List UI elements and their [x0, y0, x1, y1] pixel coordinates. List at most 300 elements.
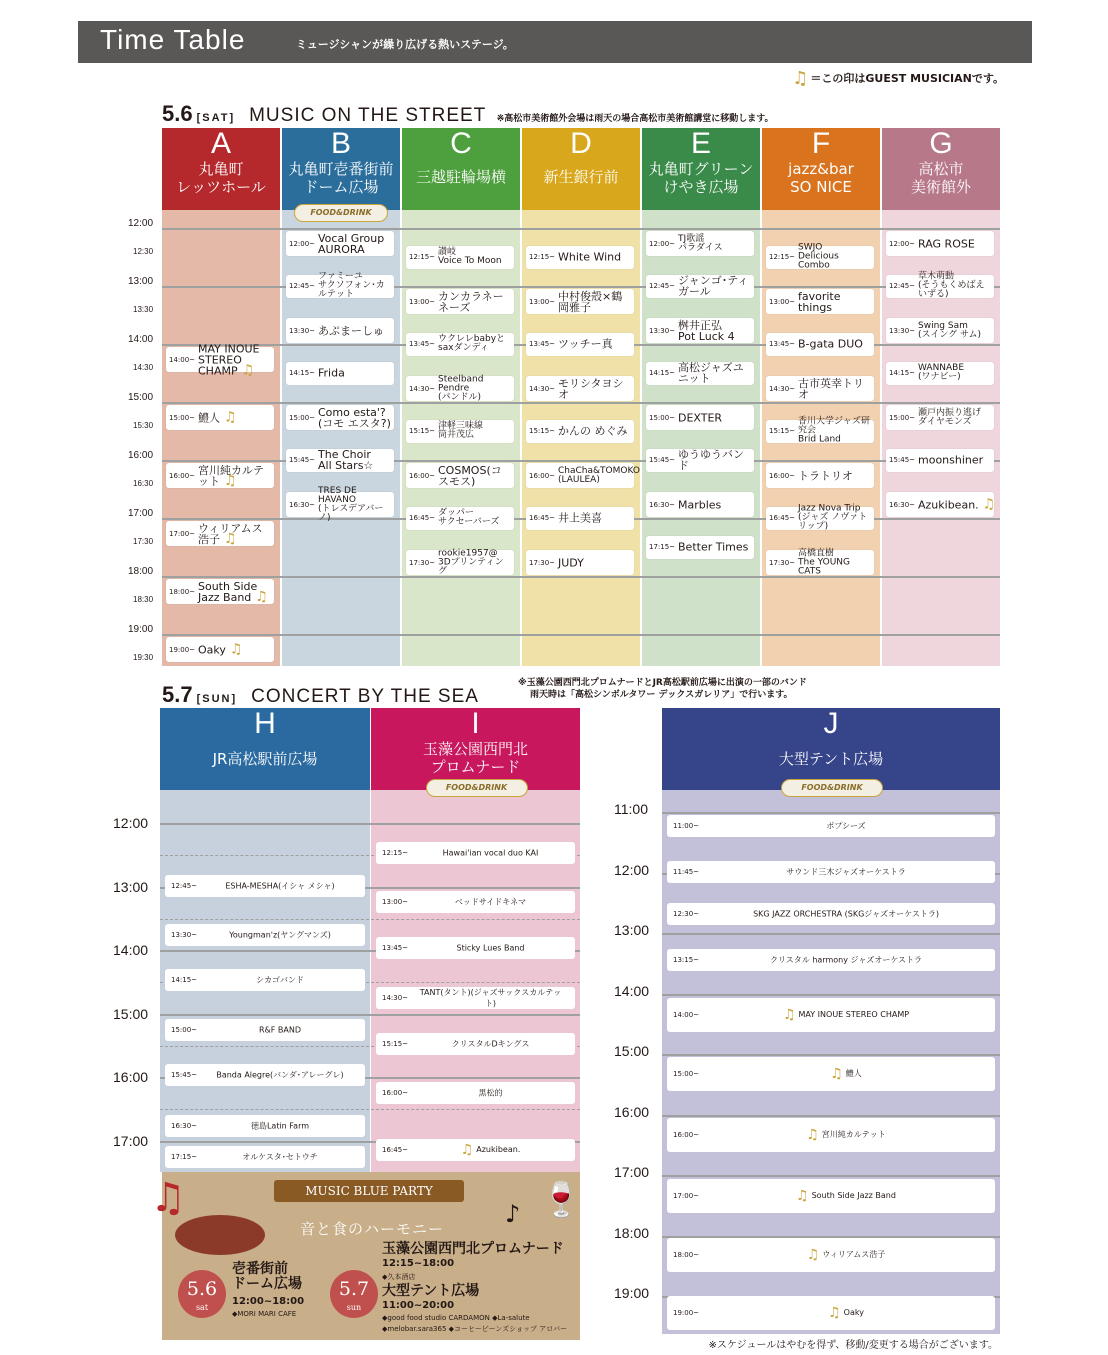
event-time: 13:45~ [529, 340, 556, 348]
music-note-icon: ♫ [792, 68, 809, 89]
event-time: 17:30~ [529, 558, 556, 567]
event-time: 12:45~ [171, 882, 198, 890]
day1-header [162, 101, 774, 127]
party-day2-time2: 11:00~20:00 [382, 1300, 455, 1311]
party-day2-time1: 12:15~18:00 [382, 1258, 455, 1269]
page-title: Time Table [100, 24, 246, 55]
time-label: 17:00 [113, 1132, 149, 1149]
event-card [165, 1146, 365, 1168]
event-name [707, 867, 985, 878]
event-time: 18:00~ [169, 587, 196, 596]
event-card [646, 318, 754, 343]
event-card [886, 492, 994, 517]
event-time: 13:00~ [409, 297, 436, 306]
event-name-text: ベッドサイドキネマ [454, 897, 527, 907]
guest-musician-icon: ♫ [224, 409, 237, 425]
event-card [166, 342, 274, 378]
event-time: 13:30~ [649, 326, 676, 335]
event-card [376, 891, 575, 913]
party-day2-shop1: ◆久本酒店 [382, 1273, 416, 1281]
event-time: 17:30~ [769, 558, 796, 567]
event-time: 13:45~ [382, 944, 409, 952]
event-card [646, 492, 754, 517]
day2-dow: [SUN] [196, 693, 238, 705]
event-time: 14:30~ [529, 384, 556, 393]
time-label: 15:30 [133, 421, 154, 430]
time-gridline [662, 812, 1000, 814]
event-name [707, 1188, 985, 1204]
time-gridline [662, 994, 1000, 996]
event-time: 15:00~ [169, 413, 196, 422]
event-card [646, 449, 754, 472]
food-drink-badge: FOOD&DRINK [294, 204, 388, 222]
day1-title: MUSIC ON THE STREET [249, 105, 487, 126]
event-name [205, 930, 355, 941]
time-label: 13:00 [113, 878, 149, 895]
day1-date: 5.6 [162, 101, 193, 126]
day2-note-2: 雨天時は「高松シンボルタワー デックスガレリア」で行います。 [530, 690, 793, 700]
half-hour-gridline [160, 919, 580, 920]
event-name-text: Oaky [843, 1308, 864, 1317]
event-name [707, 1247, 985, 1263]
venue-name: 丸亀町壱番街前 ドーム広場 [288, 160, 394, 196]
guest-musician-icon: ♫ [255, 588, 268, 605]
event-name: TJ歌謡 パラダイス [678, 233, 723, 253]
guest-musician-icon: ♫ [782, 1007, 796, 1023]
event-card [286, 485, 394, 523]
time-label: 15:00 [614, 1043, 650, 1059]
event-name [707, 821, 985, 832]
event-name: ジャンゴ･ティガール [678, 274, 749, 298]
event-time: 19:00~ [169, 645, 196, 654]
event-name: あぷまーしゅ [318, 324, 384, 337]
day2-title: CONCERT BY THE SEA [251, 686, 479, 707]
event-time: 14:00~ [169, 355, 196, 364]
event-name: 宮川純カルテット ♫ [198, 463, 264, 489]
venue-name: 大型テント広場 [778, 750, 884, 768]
event-card [667, 998, 995, 1032]
event-card [886, 318, 994, 343]
event-name: moonshiner [918, 453, 984, 467]
day1-note: ※高松市美術館外会場は雨天の場合高松市美術館講堂に移動します。 [496, 113, 774, 123]
venue-header-g [882, 128, 1000, 210]
event-time: 16:00~ [769, 471, 796, 480]
time-gridline [162, 228, 1000, 230]
event-card [886, 405, 994, 430]
time-gridline [162, 634, 1000, 636]
event-time: 14:00~ [673, 1011, 700, 1019]
day2-header [162, 682, 479, 708]
event-time: 12:45~ [889, 282, 916, 290]
party-day2-venue2: 大型テント広場 [382, 1283, 480, 1299]
event-card [165, 1115, 365, 1137]
event-name: ゆうゆうバンド [678, 448, 744, 472]
time-label: 13:00 [614, 922, 650, 938]
time-label: 13:30 [133, 305, 154, 314]
party-day1-badge [178, 1270, 226, 1318]
time-label: 16:30 [133, 479, 154, 488]
event-time: 14:15~ [889, 369, 916, 377]
event-name [205, 1026, 355, 1035]
event-card [166, 405, 274, 430]
event-time: 15:00~ [673, 1070, 700, 1078]
event-name: B-gata DUO [798, 337, 863, 351]
day2-note-1: ※玉藻公園西門北プロムナードとJR高松駅前広場に出演の一部のバンド [518, 678, 807, 688]
time-label: 19:00 [614, 1285, 650, 1301]
event-name: Azukibean. ♫ [918, 496, 996, 512]
event-name-text: Youngman'z(ヤングマンズ) [229, 930, 331, 940]
guest-musician-icon: ♫ [830, 1066, 843, 1082]
event-name: South Side Jazz Band ♫ [198, 579, 268, 605]
event-name: 草木萌動 (そうもくめばえいずる) [918, 271, 985, 300]
event-card [166, 637, 274, 662]
event-card [886, 271, 994, 300]
event-time: 15:15~ [409, 427, 436, 435]
event-name: 讃岐 Voice To Moon [438, 247, 502, 266]
event-card [165, 1019, 365, 1041]
event-name: The Choir All Stars☆ [318, 448, 374, 472]
event-card [406, 420, 514, 443]
event-card [286, 362, 394, 385]
event-name: DEXTER [678, 411, 723, 424]
venue-letter: C [450, 127, 472, 160]
event-time: 16:00~ [409, 471, 436, 480]
guest-musician-icon: ♫ [796, 1188, 809, 1204]
time-gridline [662, 1115, 1000, 1117]
event-name: JUDY [558, 556, 584, 569]
event-card [406, 246, 514, 269]
event-time: 17:15~ [171, 1153, 198, 1161]
time-label: 12:00 [113, 815, 149, 831]
event-name [205, 975, 355, 986]
event-card [667, 903, 995, 925]
event-time: 16:00~ [169, 471, 196, 480]
guest-note-text: ＝この印はGUEST MUSICIANです。 [810, 72, 1004, 85]
venue-letter: G [929, 127, 953, 160]
event-name-text: Hawai'ian vocal duo KAI [442, 848, 539, 858]
day1-dow: [SAT] [196, 112, 236, 124]
event-time: 13:00~ [529, 297, 556, 306]
event-name: ウクレレbabyと saxダンディ [438, 334, 506, 353]
event-card [166, 463, 274, 488]
event-time: 14:15~ [289, 369, 316, 377]
event-card [667, 1057, 995, 1091]
time-label: 17:30 [133, 537, 154, 546]
event-name: Jazz Nova Trip (ジャズ ノヴァトリップ) [798, 503, 868, 532]
guest-musician-icon: ♫ [460, 1142, 474, 1158]
event-card [165, 1064, 365, 1086]
event-time: 18:00~ [673, 1251, 700, 1259]
venue-name: 三越駐輪場横 [415, 168, 506, 186]
event-name: 高松ジャズユニット [678, 361, 744, 385]
event-name: 井上美喜 [558, 511, 602, 525]
event-card [166, 521, 274, 546]
time-label: 15:00 [128, 392, 154, 403]
event-name: Frida [318, 366, 345, 380]
event-time: 15:45~ [171, 1071, 198, 1079]
event-time: 16:00~ [382, 1089, 409, 1097]
event-name [707, 1066, 985, 1082]
event-time: 14:15~ [649, 369, 676, 377]
time-label: 17:00 [128, 508, 154, 519]
event-name-text: 鱧人 [845, 1069, 862, 1078]
event-time: 13:30~ [171, 931, 198, 939]
event-name-text: クリスタルDキングス [451, 1039, 530, 1049]
event-name: ダッパー サクセーバーズ [438, 508, 500, 527]
time-gridline [662, 933, 1000, 935]
party-day2-shop2a: ◆good food studio CARDAMON ◆La-salute [382, 1314, 530, 1322]
event-card [406, 507, 514, 530]
party-day1-shop: ◆MORI MARI CAFE [232, 1310, 297, 1318]
event-name-text: クリスタル harmony ジャズオーケストラ [769, 955, 923, 965]
venue-header-j [662, 708, 1000, 790]
time-gridline [160, 1014, 580, 1016]
event-card [766, 416, 874, 445]
event-name [416, 944, 565, 953]
music-note-icon: ♪ [505, 1200, 521, 1228]
event-card [886, 362, 994, 385]
event-name [416, 1039, 565, 1050]
event-time: 19:00~ [673, 1309, 700, 1317]
party-day2-date: 5.7 [338, 1278, 370, 1300]
event-name-text: 徳島Latin Farm [250, 1121, 310, 1131]
event-card [376, 987, 575, 1009]
event-name: ファミーユ サクソフォン･カルテット [318, 271, 385, 300]
event-time: 16:30~ [649, 500, 676, 509]
time-label: 18:00 [614, 1224, 650, 1241]
event-time: 15:00~ [889, 413, 916, 422]
time-label: 14:00 [128, 334, 154, 345]
event-card [165, 969, 365, 991]
time-gridline [162, 402, 1000, 404]
event-card [406, 550, 514, 575]
event-time: 13:45~ [409, 340, 436, 348]
venue-header-e [642, 128, 760, 210]
event-time: 12:15~ [382, 849, 409, 857]
event-card [766, 503, 874, 532]
event-card [667, 815, 995, 837]
party-tagline: 音と食のハーモニー [300, 1220, 445, 1238]
time-label: 11:00 [614, 801, 648, 817]
event-name: MAY INOUE STEREO CHAMP ♫ [198, 342, 260, 378]
venue-header-d [522, 128, 640, 210]
venue-header-i [371, 708, 580, 790]
party-day2-badge [330, 1270, 378, 1318]
venue-name: JR高松駅前広場 [212, 750, 318, 768]
guest-musician-icon: ♫ [229, 641, 243, 657]
event-card [526, 289, 634, 314]
venue-letter: I [471, 707, 480, 740]
event-card [526, 507, 634, 530]
food-drink-badge: FOOD&DRINK [426, 779, 528, 797]
event-name: 中村俊殻×鶴岡雅子 [558, 289, 623, 314]
venue-letter: A [210, 127, 231, 160]
party-title: MUSIC BLUE PARTY [274, 1180, 464, 1202]
event-card [667, 1238, 995, 1272]
event-time: 16:30~ [171, 1122, 198, 1130]
event-card [526, 420, 634, 443]
event-time: 13:30~ [889, 326, 916, 335]
venue-name: 丸亀町 レッツホール [176, 160, 266, 196]
event-card [286, 318, 394, 343]
event-card [286, 449, 394, 472]
event-time: 12:15~ [409, 253, 436, 261]
page-subtitle: ミュージシャンが繰り広げる熱いステージ。 [296, 38, 514, 51]
event-time: 17:00~ [169, 529, 196, 538]
event-name: 瀬戸内振り逃げ ダイヤモンズ [918, 407, 982, 427]
event-card [406, 376, 514, 401]
event-time: 16:45~ [382, 1146, 409, 1154]
event-name: RAG ROSE [918, 237, 975, 250]
event-card [766, 289, 874, 314]
venue-name: jazz&bar SO NICE [788, 160, 854, 196]
event-time: 16:00~ [673, 1131, 700, 1139]
event-time: 16:45~ [769, 514, 796, 522]
event-time: 16:30~ [889, 500, 916, 509]
venue-letter: H [254, 707, 276, 740]
event-card [376, 937, 575, 959]
event-time: 15:15~ [769, 427, 796, 435]
event-name: Better Times [678, 540, 749, 554]
party-day2-dow: sun [346, 1303, 362, 1312]
event-time: 13:00~ [769, 297, 796, 306]
event-card [646, 362, 754, 385]
event-card [526, 463, 640, 488]
event-time: 15:00~ [649, 413, 676, 422]
event-card [667, 1118, 995, 1152]
time-label: 16:00 [113, 1069, 149, 1085]
food-drink-badge: FOOD&DRINK [781, 779, 883, 797]
event-name-text: Sticky Lues Band [456, 943, 525, 953]
venue-header-h [160, 708, 370, 790]
event-time: 15:15~ [382, 1040, 409, 1048]
event-time: 13:30~ [289, 326, 316, 335]
event-name [416, 1088, 565, 1099]
event-time: 12:15~ [769, 253, 796, 261]
venue-header-c [402, 128, 520, 210]
event-card [286, 405, 394, 430]
event-name: カンカラネーネーズ [438, 289, 504, 314]
event-name: 香川大学ジャズ研究会 Brid Land [798, 416, 870, 445]
time-gridline [160, 823, 580, 825]
event-time: 15:00~ [289, 413, 316, 422]
time-label: 18:30 [133, 595, 154, 604]
event-name [707, 909, 985, 920]
time-gridline [662, 1175, 1000, 1177]
event-time: 15:45~ [889, 456, 916, 464]
event-card [526, 246, 634, 269]
event-name [205, 1070, 355, 1081]
event-name: Como esta'? (コモ エスタ?) [318, 405, 391, 430]
event-time: 12:45~ [289, 282, 316, 290]
event-name: Marbles [678, 498, 722, 511]
event-name: ツッチー真 [558, 337, 613, 351]
event-card [766, 550, 874, 575]
venue-letter: F [811, 127, 831, 160]
event-name-text: Azukibean. [476, 1145, 521, 1154]
event-card [646, 275, 754, 298]
event-time: 12:15~ [529, 253, 556, 261]
event-name: White Wind [558, 250, 622, 264]
time-label: 12:00 [614, 861, 650, 878]
event-name-text: SKG JAZZ ORCHESTRA (SKGジャズオーケストラ) [753, 909, 939, 919]
event-name-text: TANT(タント)(ジャズサックスカルテット) [419, 988, 562, 1008]
event-time: 13:00~ [382, 898, 409, 906]
event-name-text: ウィリアムス浩子 [822, 1250, 886, 1259]
event-name [707, 1305, 985, 1321]
time-label: 19:30 [133, 653, 154, 662]
event-name: Steelband Pendre (パンドル) [438, 374, 484, 402]
event-card [526, 333, 634, 356]
venue-name: 丸亀町グリーン けやき広場 [648, 160, 754, 196]
event-card [646, 405, 754, 430]
event-card [166, 579, 274, 604]
guest-note [0, 68, 1004, 89]
venue-name: 新生銀行前 [543, 168, 619, 186]
event-name: トラトリオ [798, 469, 853, 482]
event-time: 12:00~ [649, 239, 676, 248]
event-name: WANNABE (ワナビー) [918, 363, 965, 382]
time-label: 16:00 [128, 450, 154, 461]
event-time: 17:00~ [673, 1192, 700, 1200]
time-label: 17:00 [614, 1164, 650, 1180]
event-time: 15:45~ [289, 456, 316, 464]
event-time: 16:45~ [529, 514, 556, 522]
time-label: 19:00 [128, 624, 154, 635]
event-card [886, 231, 994, 256]
event-name: 津軽三味線 筒井茂広 [438, 421, 484, 440]
event-card [766, 463, 874, 488]
party-day1-time: 12:00~18:00 [232, 1296, 305, 1307]
event-name: 古市英幸トリオ [798, 376, 864, 401]
time-label: 12:00 [128, 218, 154, 229]
event-time: 17:30~ [409, 558, 436, 567]
event-name-text: South Side Jazz Band [811, 1191, 896, 1200]
event-name-text: サウンド三木ジャズオーケストラ [786, 867, 906, 877]
event-card [165, 924, 365, 946]
event-card [406, 289, 514, 314]
event-card [376, 1139, 575, 1161]
event-time: 15:15~ [529, 427, 556, 435]
event-card [376, 1033, 575, 1055]
time-label: 13:00 [128, 276, 154, 287]
event-name-text: 黒松的 [478, 1088, 503, 1098]
event-time: 12:30~ [673, 910, 700, 918]
time-label: 14:00 [113, 942, 149, 958]
event-name [707, 1007, 985, 1023]
event-card [646, 536, 754, 559]
guest-musician-icon: ♫ [224, 530, 237, 547]
event-name [205, 1121, 355, 1132]
event-card [886, 449, 994, 472]
venue-letter: D [570, 127, 592, 160]
event-card [286, 231, 394, 256]
event-name: ウィリアムス浩子 ♫ [198, 521, 263, 547]
event-name: 鱧人 ♫ [198, 409, 237, 425]
event-time: 15:45~ [649, 456, 676, 464]
guest-musician-icon: ♫ [828, 1305, 841, 1321]
guest-musician-icon: ♫ [806, 1247, 820, 1263]
event-card [667, 1179, 995, 1213]
event-time: 14:15~ [171, 976, 198, 984]
event-time: 16:00~ [529, 471, 556, 480]
event-name: Oaky ♫ [198, 641, 243, 657]
event-name-text: 宮川純カルテット [821, 1130, 886, 1139]
guest-musician-icon: ♫ [982, 496, 996, 512]
event-card [406, 463, 514, 488]
party-day1-dow: sat [195, 1303, 209, 1312]
party-day1-date: 5.6 [186, 1278, 218, 1300]
